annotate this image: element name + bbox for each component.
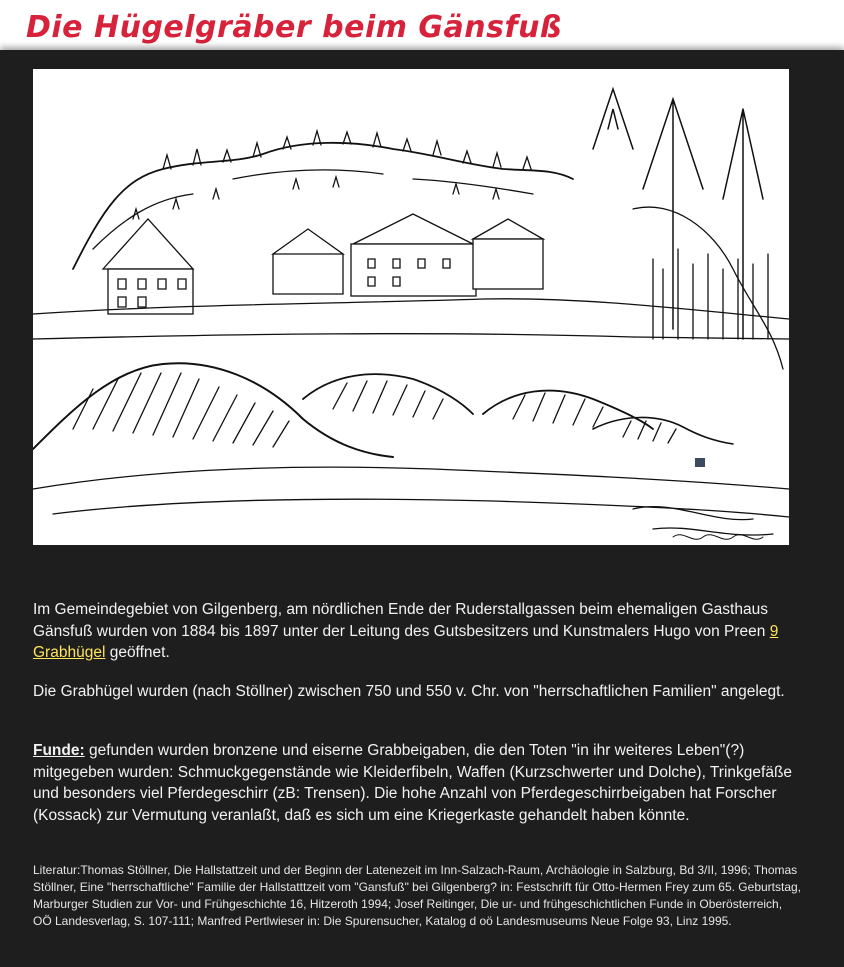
dating-paragraph: Die Grabhügel wurden (nach Stöllner) zwischen 750 und 550 v. Chr. von "herrschaftlichen Familien" angelegt. — [33, 683, 785, 700]
content-panel — [0, 50, 844, 967]
intro-text-start: Im Gemeindegebiet von Gilgenberg, am nördlichen Ende der Ruderstallgassen beim ehemaligen Gasthaus Gänsfuß wurden von 1884 bis 1897 unter der Leitung des Gutsbesitzers und Kunstmalers Hugo von Preen — [33, 601, 770, 640]
intro-paragraph — [33, 599, 803, 664]
burial-mounds-drawing — [33, 69, 789, 545]
finds-paragraph — [33, 740, 803, 826]
intro-text-end: geöffnet. — [105, 644, 170, 661]
page-title: Die Hügelgräber beim Gänsfuß — [26, 10, 562, 45]
finds-label: Funde: — [33, 742, 85, 759]
sketch-image — [33, 69, 789, 545]
grabhuegel-link[interactable]: 9 Grabhügel — [33, 622, 779, 661]
finds-text: gefunden wurden bronzene und eiserne Grabbeigaben, die den Toten "in ihr weiteres Leben"(?) mitgegeben wurden: Schmuckgegenstände wie Kleiderfibeln, Waffen (Kurzschwerter und Dolche), Trinkgefäße und besonders viel Pferdegeschirr (zB: Trensen). Die hohe Anzahl von Pferdegeschirrbeigaben hat Forscher (Kossack) zur Vermutung veranlaßt, daß es sich um eine Kriegerkaste gehandelt haben könnte. — [33, 742, 793, 824]
literature-note: Literatur:Thomas Stöllner, Die Hallstattzeit und der Beginn der Latenezeit im Inn-Salzach-Raum, Archäologie in Salzburg, Bd 3/II, 1996; Thomas Stöllner, Eine "herrschaftliche" Familie der Hallstatttzeit vom "Gansfuß" bei Gilgenberg? in: Festschrift für Otto-Hermen Frey zum 65. Geburtstag, Marburger Studien zur Vor- und Frühgeschichte 16, Hitzeroth 1994; Josef Reitinger, Die ur- und frühgeschichtlichen Funde in Oberösterreich, OÖ Landesverlag, S. 107-111; Manfred Pertlwieser in: Die Spurensucher, Katalog d oö Landesmuseums Neue Folge 93, Linz 1995. — [33, 863, 802, 928]
